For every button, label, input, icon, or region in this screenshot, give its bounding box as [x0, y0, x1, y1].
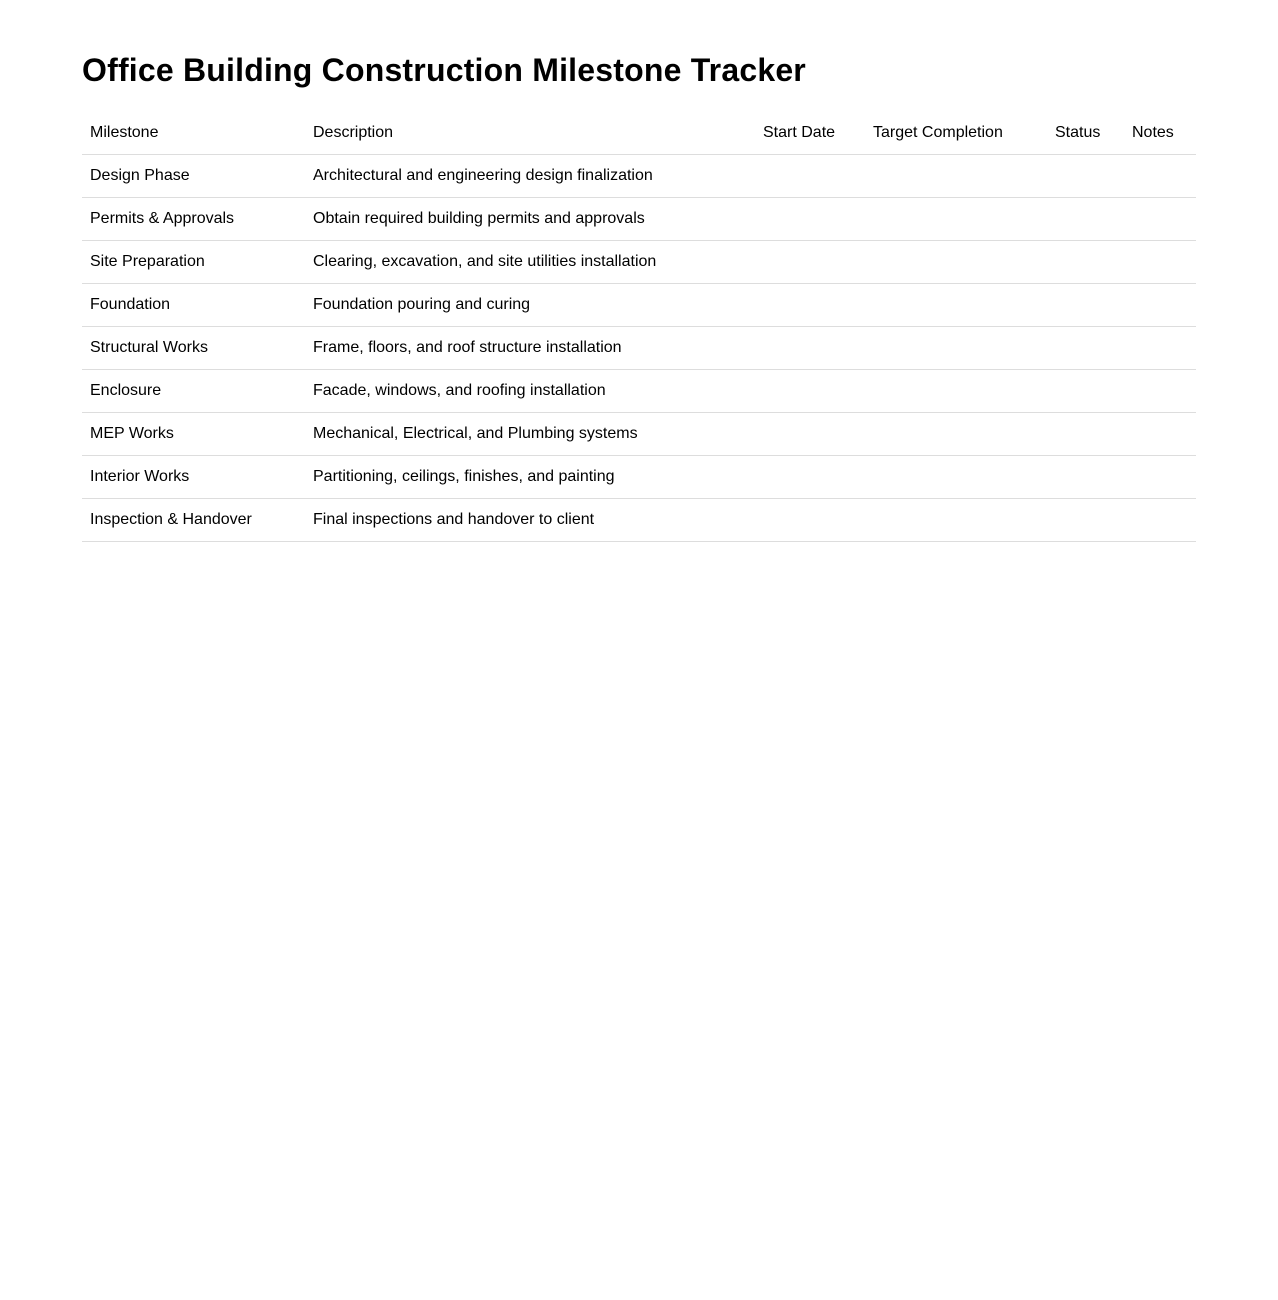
cell-start-date: [755, 284, 865, 327]
cell-start-date: [755, 499, 865, 542]
cell-status: [1047, 499, 1124, 542]
table-row: [82, 456, 1196, 499]
page-title: Office Building Construction Milestone Tracker: [82, 52, 806, 88]
cell-notes: [1124, 413, 1196, 456]
header-status: Status: [1047, 112, 1124, 155]
cell-target-completion: [865, 327, 1047, 370]
table-row: [82, 155, 1196, 198]
cell-description: Architectural and engineering design finalization: [305, 155, 755, 198]
cell-notes: [1124, 327, 1196, 370]
cell-description: Obtain required building permits and approvals: [305, 198, 755, 241]
cell-notes: [1124, 456, 1196, 499]
table-row: [82, 499, 1196, 542]
cell-status: [1047, 155, 1124, 198]
cell-milestone: Foundation: [82, 284, 305, 327]
cell-description: Partitioning, ceilings, finishes, and painting: [305, 456, 755, 499]
cell-status: [1047, 241, 1124, 284]
cell-milestone: Inspection & Handover: [82, 499, 305, 542]
cell-description: Clearing, excavation, and site utilities installation: [305, 241, 755, 284]
table-row: [82, 327, 1196, 370]
cell-notes: [1124, 198, 1196, 241]
cell-milestone: Interior Works: [82, 456, 305, 499]
table-row: [82, 284, 1196, 327]
cell-target-completion: [865, 155, 1047, 198]
cell-notes: [1124, 370, 1196, 413]
milestone-table: [82, 112, 1196, 542]
cell-description: Foundation pouring and curing: [305, 284, 755, 327]
cell-description: Mechanical, Electrical, and Plumbing systems: [305, 413, 755, 456]
cell-target-completion: [865, 499, 1047, 542]
cell-start-date: [755, 370, 865, 413]
cell-milestone: Enclosure: [82, 370, 305, 413]
cell-start-date: [755, 413, 865, 456]
header-notes: Notes: [1124, 112, 1196, 155]
cell-notes: [1124, 499, 1196, 542]
page-container: [82, 50, 1196, 542]
table-header-row: [82, 112, 1196, 155]
cell-status: [1047, 413, 1124, 456]
header-milestone: Milestone: [82, 112, 305, 155]
table-row: [82, 413, 1196, 456]
cell-target-completion: [865, 456, 1047, 499]
cell-notes: [1124, 284, 1196, 327]
cell-status: [1047, 327, 1124, 370]
cell-start-date: [755, 155, 865, 198]
cell-start-date: [755, 241, 865, 284]
cell-start-date: [755, 456, 865, 499]
header-target-completion: Target Completion: [865, 112, 1047, 155]
cell-status: [1047, 370, 1124, 413]
table-row: [82, 241, 1196, 284]
cell-milestone: Permits & Approvals: [82, 198, 305, 241]
cell-target-completion: [865, 413, 1047, 456]
header-description: Description: [305, 112, 755, 155]
header-start-date: Start Date: [755, 112, 865, 155]
cell-milestone: Structural Works: [82, 327, 305, 370]
cell-status: [1047, 456, 1124, 499]
cell-milestone: MEP Works: [82, 413, 305, 456]
cell-status: [1047, 198, 1124, 241]
cell-description: Final inspections and handover to client: [305, 499, 755, 542]
cell-status: [1047, 284, 1124, 327]
cell-milestone: Design Phase: [82, 155, 305, 198]
cell-target-completion: [865, 241, 1047, 284]
cell-target-completion: [865, 284, 1047, 327]
cell-milestone: Site Preparation: [82, 241, 305, 284]
cell-target-completion: [865, 370, 1047, 413]
table-row: [82, 198, 1196, 241]
cell-start-date: [755, 327, 865, 370]
cell-notes: [1124, 241, 1196, 284]
table-row: [82, 370, 1196, 413]
cell-start-date: [755, 198, 865, 241]
cell-notes: [1124, 155, 1196, 198]
cell-description: Frame, floors, and roof structure installation: [305, 327, 755, 370]
cell-target-completion: [865, 198, 1047, 241]
cell-description: Facade, windows, and roofing installation: [305, 370, 755, 413]
